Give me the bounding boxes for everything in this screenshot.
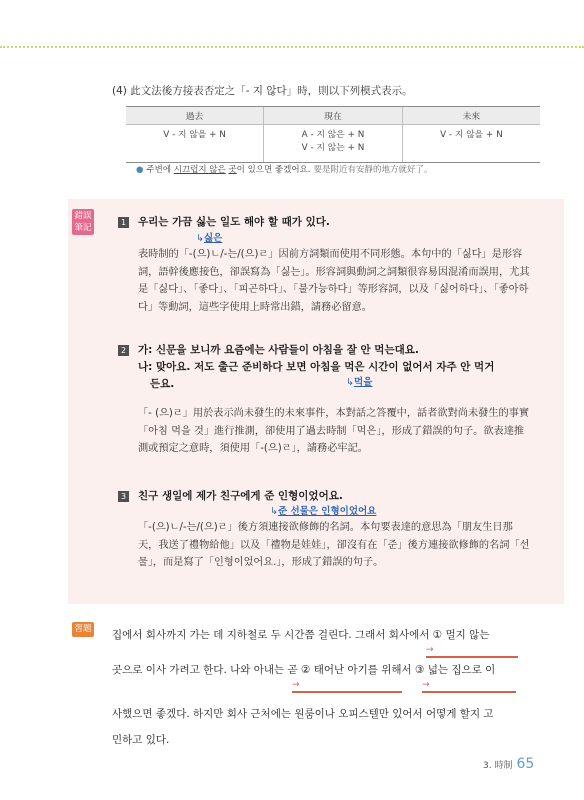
exercise-line-2: 곳으로 이사 가려고 한다. 나와 아내는 곧 ② 태어난 아기를 위해서 ③ 넓는 집으로 이 bbox=[112, 664, 496, 676]
example-text: 주변에 bbox=[146, 165, 174, 175]
answer-blank-2[interactable] bbox=[292, 691, 402, 693]
grammar-point: (4) 此文法後方接表否定之「- 지 않다」時，則以下列模式表示。 bbox=[112, 85, 413, 97]
page-number: 65 bbox=[516, 756, 535, 772]
note-3-sentence: 친구 생일에 제가 친구에게 준 인형이었어요. bbox=[138, 490, 343, 502]
error-notes-label: 錯誤筆記 bbox=[72, 209, 94, 235]
note-3-explanation: 「-(으)ㄴ/-는/(으)ㄹ」後方須連接欲修飾的名詞。本句要表達的意思為「朋友生日那天，我送了禮物給他」以及「禮物是娃娃」，卻沒有在「준」後方連接欲修飾的名詞「선물」，而是寫了「인형이었어요.」，形成了錯誤的句子。 bbox=[138, 522, 530, 568]
top-dotted-rule bbox=[0, 46, 584, 50]
note-number: 1 bbox=[118, 217, 129, 228]
correction-text: 준 선물은 인형이었어요 bbox=[277, 506, 377, 517]
note-2-line-3: 든요. bbox=[150, 378, 175, 390]
exercise-line-4: 민하고 있다. bbox=[112, 734, 170, 746]
cell-past: V - 지 않을 + N bbox=[126, 125, 264, 163]
correction-text: 먹을 bbox=[353, 377, 373, 388]
cell-present-adjective: A - 지 않은 + N bbox=[301, 130, 365, 140]
page-footer bbox=[483, 756, 534, 772]
header-future: 未來 bbox=[402, 107, 540, 125]
cell-present bbox=[264, 125, 403, 163]
note-2-line-2: 나: 맞아요. 저도 출근 준비하다 보면 아침을 먹은 시간이 없어서 자주 안 먹거 bbox=[138, 361, 495, 373]
example-underline: 곳 bbox=[228, 165, 237, 175]
tense-table bbox=[126, 106, 540, 163]
header-present: 現在 bbox=[264, 107, 403, 125]
answer-arrow-icon: → bbox=[422, 680, 430, 690]
correction-arrow-icon: ↳ bbox=[346, 377, 354, 388]
correction-arrow-icon: ↳ bbox=[196, 233, 204, 244]
note-number: 2 bbox=[118, 345, 129, 356]
answer-blank-3[interactable] bbox=[422, 691, 516, 693]
note-number: 3 bbox=[118, 491, 129, 502]
example-translation: 要是附近有安靜的地方就好了。 bbox=[313, 165, 433, 175]
note-2-explanation: 「- (으)ㄹ」用於表示尚未發生的未來事件，本對話之答覆中，話者欲對尚未發生的事實「아침 먹을 것」進行推測，卻使用了過去時制「먹은」，形成了錯誤的句子。欲表達推測或預定之意時，須使用「-(으)ㄹ」，請務必牢記。 bbox=[138, 408, 530, 454]
exercise-label: 習題 bbox=[72, 622, 94, 637]
example-sentence bbox=[136, 163, 432, 175]
exercise-line-1: 집에서 회사까지 가는 데 지하철로 두 시간쯤 걸린다. 그래서 회사에서 ① 멀지 않는 bbox=[112, 629, 490, 641]
correction-arrow-icon: ↳ bbox=[270, 506, 278, 517]
section-title: 3. 時制 bbox=[483, 761, 513, 771]
answer-blank-1[interactable] bbox=[426, 656, 518, 658]
bullet-icon: ● bbox=[136, 165, 144, 175]
example-text: 이 있으면 좋겠어요. bbox=[236, 165, 311, 175]
example-underline: 시끄럽지 않은 bbox=[173, 165, 226, 175]
answer-arrow-icon: → bbox=[426, 645, 434, 655]
note-1-explanation: 表時制的「-(으)ㄴ/-는/(으)ㄹ」因前方詞類而使用不同形態。本句中的「싫다」是形容詞，語幹後應接色，卻誤寫為「싫는」。形容詞與動詞之詞類很容易因混淆而誤用，尤其是「싫다」、「좋다」、「피곤하다」、「불가능하다」等形容詞，以及「싫어하다」、「좋아하다」等動詞，這些字使用上時常出錯，請務必留意。 bbox=[138, 249, 530, 313]
note-3-correction bbox=[270, 503, 376, 517]
cell-present-verb: V - 지 않는 + N bbox=[301, 143, 365, 153]
note-2-line-1: 가: 신문을 보니까 요즘에는 사람들이 아침을 잘 안 먹는대요. bbox=[138, 344, 419, 356]
correction-text: 싫은 bbox=[203, 233, 223, 244]
header-past: 過去 bbox=[126, 107, 264, 125]
note-1-sentence: 우리는 가끔 싫는 일도 해야 할 때가 있다. bbox=[138, 216, 330, 228]
cell-future: V - 지 않을 + N bbox=[402, 125, 540, 163]
note-2-correction bbox=[346, 374, 372, 388]
note-1-correction bbox=[196, 230, 222, 244]
answer-arrow-icon: → bbox=[292, 680, 300, 690]
exercise-line-3: 사했으면 좋겠다. 하지만 회사 근처에는 원룸이나 오피스텔만 있어서 어떻게 할지 고 bbox=[112, 708, 494, 720]
